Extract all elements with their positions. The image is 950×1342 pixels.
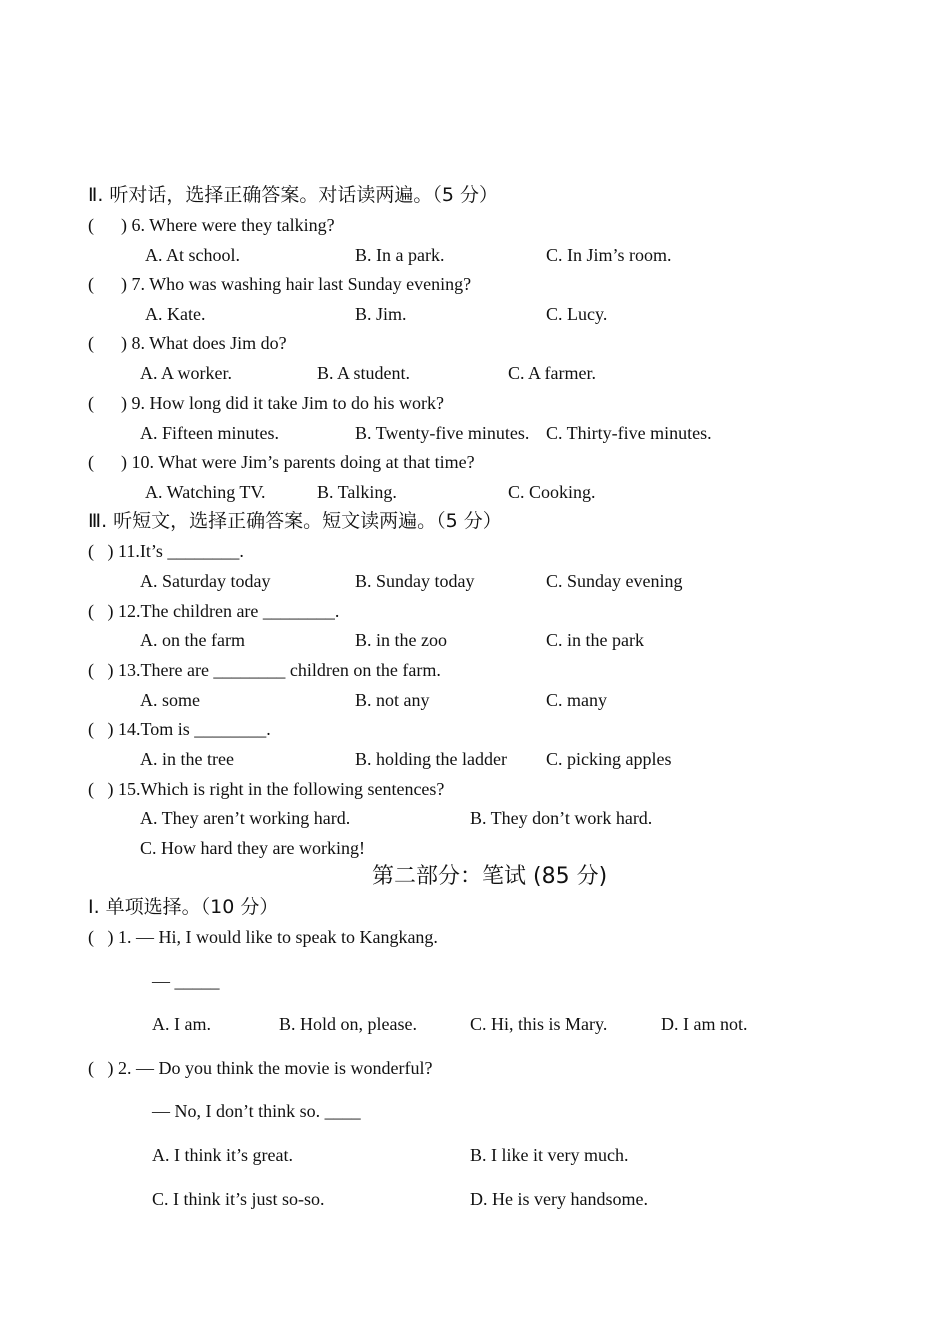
section-header-single-choice: Ⅰ. 单项选择。（10 分）: [88, 896, 279, 918]
option: B. They don’t work hard.: [470, 808, 653, 828]
option: B. I like it very much.: [470, 1145, 629, 1165]
dialogue-reply: — No, I don’t think so. ____: [152, 1101, 361, 1121]
question-stem: ( ) 14.Tom is ________.: [88, 719, 271, 739]
question-stem: ( ) 7. Who was washing hair last Sunday evening?: [88, 274, 472, 294]
option: A. I think it’s great.: [152, 1145, 293, 1165]
option: B. Talking.: [317, 482, 397, 502]
option: A. on the farm: [140, 630, 245, 650]
option: A. some: [140, 690, 200, 710]
option: C. many: [546, 690, 607, 710]
option: A. Saturday today: [140, 571, 271, 591]
option: B. not any: [355, 690, 430, 710]
question-stem: ( ) 9. How long did it take Jim to do his work?: [88, 393, 444, 413]
option: C. Lucy.: [546, 304, 608, 324]
option: C. picking apples: [546, 749, 672, 769]
option: C. I think it’s just so-so.: [152, 1189, 325, 1209]
option: B. in the zoo: [355, 630, 447, 650]
option: B. Twenty-five minutes.: [355, 423, 530, 443]
option: D. I am not.: [661, 1014, 748, 1034]
option: A. in the tree: [140, 749, 234, 769]
option: A. I am.: [152, 1014, 211, 1034]
option: D. He is very handsome.: [470, 1189, 648, 1209]
option: B. In a park.: [355, 245, 445, 265]
option: C. Hi, this is Mary.: [470, 1014, 608, 1034]
option: B. Sunday today: [355, 571, 475, 591]
section-header-listening-dialogues: Ⅱ. 听对话，选择正确答案。对话读两遍。（5 分）: [88, 184, 499, 206]
question-stem: ( ) 8. What does Jim do?: [88, 333, 287, 353]
option: C. Cooking.: [508, 482, 596, 502]
option: B. holding the ladder: [355, 749, 507, 769]
question-stem: ( ) 6. Where were they talking?: [88, 215, 335, 235]
option: B. Hold on, please.: [279, 1014, 417, 1034]
section-header-listening-passage: Ⅲ. 听短文，选择正确答案。短文读两遍。（5 分）: [88, 510, 502, 532]
option: A. A worker.: [140, 363, 232, 383]
option: A. Kate.: [145, 304, 206, 324]
option: C. In Jim’s room.: [546, 245, 672, 265]
option: C. A farmer.: [508, 363, 596, 383]
option: C. Thirty-five minutes.: [546, 423, 712, 443]
option: C. in the park: [546, 630, 644, 650]
option: A. Fifteen minutes.: [140, 423, 279, 443]
question-stem: ( ) 1. — Hi, I would like to speak to Kangkang.: [88, 927, 438, 947]
option: B. A student.: [317, 363, 411, 383]
option: A. At school.: [145, 245, 241, 265]
question-stem: ( ) 12.The children are ________.: [88, 601, 340, 621]
question-stem: ( ) 13.There are ________ children on the farm.: [88, 660, 441, 680]
question-stem: ( ) 15.Which is right in the following sentences?: [88, 779, 445, 799]
option: B. Jim.: [355, 304, 407, 324]
question-stem: ( ) 2. — Do you think the movie is wonderful?: [88, 1058, 433, 1078]
question-stem: ( ) 11.It’s ________.: [88, 541, 244, 561]
part-two-title: 第二部分：笔试 (85 分): [372, 864, 608, 889]
question-stem: ( ) 10. What were Jim’s parents doing at that time?: [88, 452, 475, 472]
option: A. Watching TV.: [145, 482, 266, 502]
option: A. They aren’t working hard.: [140, 808, 351, 828]
option: C. Sunday evening: [546, 571, 683, 591]
option: C. How hard they are working!: [140, 838, 365, 858]
dialogue-reply: — _____: [152, 971, 220, 991]
